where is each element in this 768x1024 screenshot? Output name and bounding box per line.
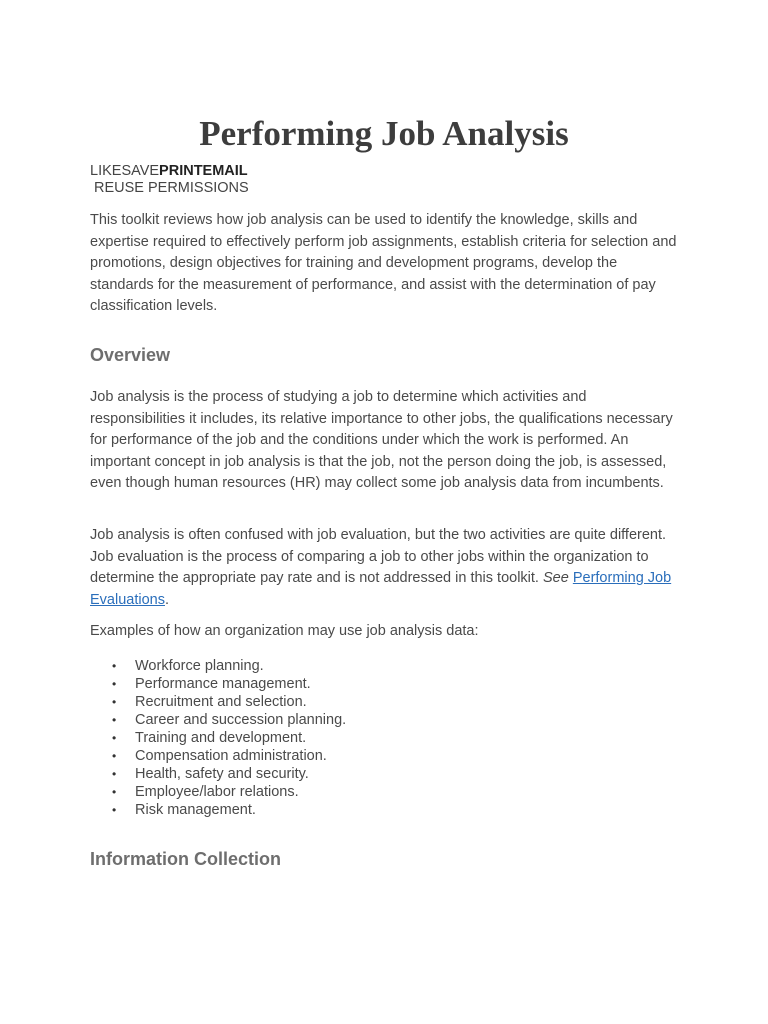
list-item	[90, 801, 680, 819]
list-item	[90, 711, 680, 729]
list-item-text: Workforce planning.	[135, 658, 264, 674]
bullet-icon: •	[112, 785, 117, 799]
list-item-text: Recruitment and selection.	[135, 694, 307, 710]
overview-paragraph-2	[90, 525, 680, 611]
list-item-text: Employee/labor relations.	[135, 784, 299, 800]
action-row	[90, 163, 249, 180]
bullet-icon: •	[112, 677, 117, 691]
see-label: See	[543, 570, 569, 586]
bullet-icon: •	[112, 749, 117, 763]
performing-job-evaluations-link[interactable]: Performing Job Evaluations	[90, 570, 672, 608]
list-item	[90, 657, 680, 675]
list-item-text: Health, safety and security.	[135, 766, 309, 782]
bullet-icon: •	[112, 731, 117, 745]
page-title: Performing Job Analysis	[199, 114, 569, 153]
list-item	[90, 693, 680, 711]
bullet-icon: •	[112, 659, 117, 673]
bullet-icon: •	[112, 767, 117, 781]
reuse-permissions-link[interactable]: REUSE PERMISSIONS	[94, 180, 249, 196]
bullet-icon: •	[112, 803, 117, 817]
list-item-text: Compensation administration.	[135, 748, 327, 764]
overview-heading: Overview	[90, 345, 171, 365]
examples-intro: Examples of how an organization may use job analysis data:	[90, 623, 479, 639]
list-item-text: Career and succession planning.	[135, 712, 347, 728]
action-row-2	[90, 180, 249, 197]
list-item	[90, 783, 680, 801]
list-item	[90, 729, 680, 747]
examples-list	[90, 657, 680, 819]
list-item-text: Training and development.	[135, 730, 307, 746]
list-item	[90, 747, 680, 765]
overview-paragraph-2-text: Job analysis is often confused with job evaluation, but the two activities are quite different. Job evaluation is the process of comparing a job to other jobs within the organization to determine the appropriate pay rate and is not addressed in this toolkit.	[90, 527, 667, 586]
list-item-text: Performance management.	[135, 676, 311, 692]
intro-paragraph: This toolkit reviews how job analysis can be used to identify the knowledge, skills and expertise required to effectively perform job assignments, establish criteria for selection and promotions, design objectives for training and development programs, develop the standards for the measurement of performance, and assist with the determination of pay classification levels.	[90, 212, 677, 314]
paragraph-end: .	[164, 591, 169, 608]
bullet-icon: •	[112, 713, 117, 727]
overview-paragraph-1: Job analysis is the process of studying a job to determine which activities and responsibilities it includes, its relative importance to other jobs, the qualifications necessary for performance of the job and the conditions under which the work is performed. An important concept in job analysis is that the job, not the person doing the job, is assessed, even though human resources (HR) may collect some job analysis data from incumbents.	[90, 389, 673, 491]
save-link[interactable]: SAVE	[121, 163, 160, 179]
print-link[interactable]: PRINT	[159, 163, 203, 179]
email-link[interactable]: EMAIL	[202, 163, 248, 179]
like-link[interactable]: LIKE	[90, 163, 122, 179]
list-item	[90, 765, 680, 783]
list-item-text: Risk management.	[135, 802, 256, 818]
list-item	[90, 675, 680, 693]
bullet-icon: •	[112, 695, 117, 709]
information-collection-heading: Information Collection	[90, 849, 281, 869]
action-bar	[90, 163, 249, 197]
